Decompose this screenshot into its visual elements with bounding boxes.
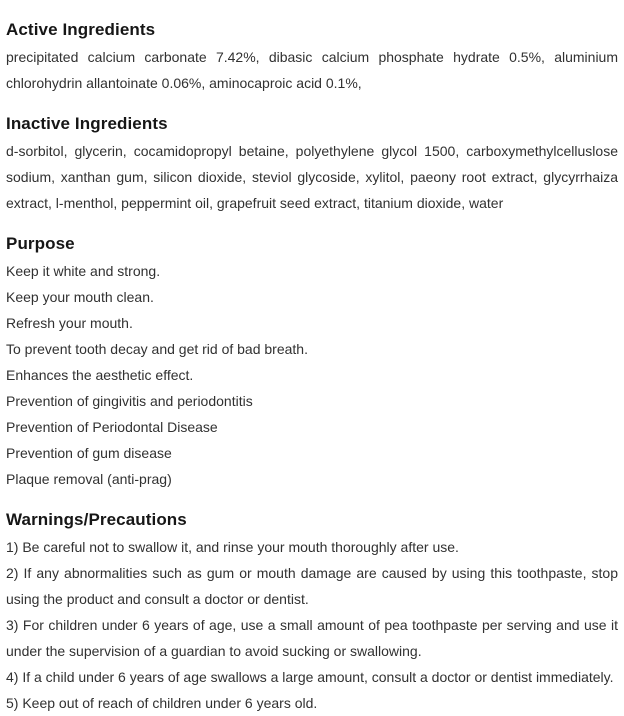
purpose-line: Keep it white and strong. [6,263,161,279]
active-ingredients-line: precipitated calcium carbonate 7.42%, dibasic calcium phosphate hydrate 0.5%, aluminium [6,49,618,65]
warning-line: under the supervision of a guardian to avoid sucking or swallowing. [6,643,422,659]
purpose-line: Prevention of gum disease [6,445,172,461]
purpose-line: Keep your mouth clean. [6,289,154,305]
active-ingredients-heading: Active Ingredients [6,20,156,39]
warning-line: 2) If any abnormalities such as gum or mouth damage are caused by using this toothpaste, stop [6,565,618,581]
purpose-line: Plaque removal (anti-prag) [6,471,172,487]
purpose-line: To prevent tooth decay and get rid of bad breath. [6,341,308,357]
section-warnings-precautions [6,510,618,716]
warning-line: 4) If a child under 6 years of age swallows a large amount, consult a doctor or dentist immediately. [6,669,614,685]
purpose-line: Refresh your mouth. [6,315,133,331]
purpose-line: Prevention of gingivitis and periodontitis [6,393,253,409]
section-inactive-ingredients [6,114,618,216]
warning-line: using the product and consult a doctor or dentist. [6,591,309,607]
section-active-ingredients [6,20,618,96]
warning-line: 3) For children under 6 years of age, use a small amount of pea toothpaste per serving and use it [6,617,618,633]
inactive-ingredients-line: d-sorbitol, glycerin, cocamidopropyl betaine, polyethylene glycol 1500, carboxymethylcelluslose [6,143,618,159]
warnings-precautions-heading: Warnings/Precautions [6,510,187,529]
warning-line: 1) Be careful not to swallow it, and rinse your mouth thoroughly after use. [6,539,459,555]
purpose-line: Enhances the aesthetic effect. [6,367,194,383]
inactive-ingredients-heading: Inactive Ingredients [6,114,168,133]
purpose-line: Prevention of Periodontal Disease [6,419,218,435]
warning-line: 5) Keep out of reach of children under 6 years old. [6,695,318,711]
section-purpose [6,234,618,492]
purpose-heading: Purpose [6,234,75,253]
inactive-ingredients-line: sodium, xanthan gum, silicon dioxide, steviol glycoside, xylitol, paeony root extract, glycyrrhaiza [6,169,618,185]
active-ingredients-line: chlorohydrin allantoinate 0.06%, aminocaproic acid 0.1%, [6,75,362,91]
inactive-ingredients-line: extract, l-menthol, peppermint oil, grapefruit seed extract, titanium dioxide, water [6,195,504,211]
